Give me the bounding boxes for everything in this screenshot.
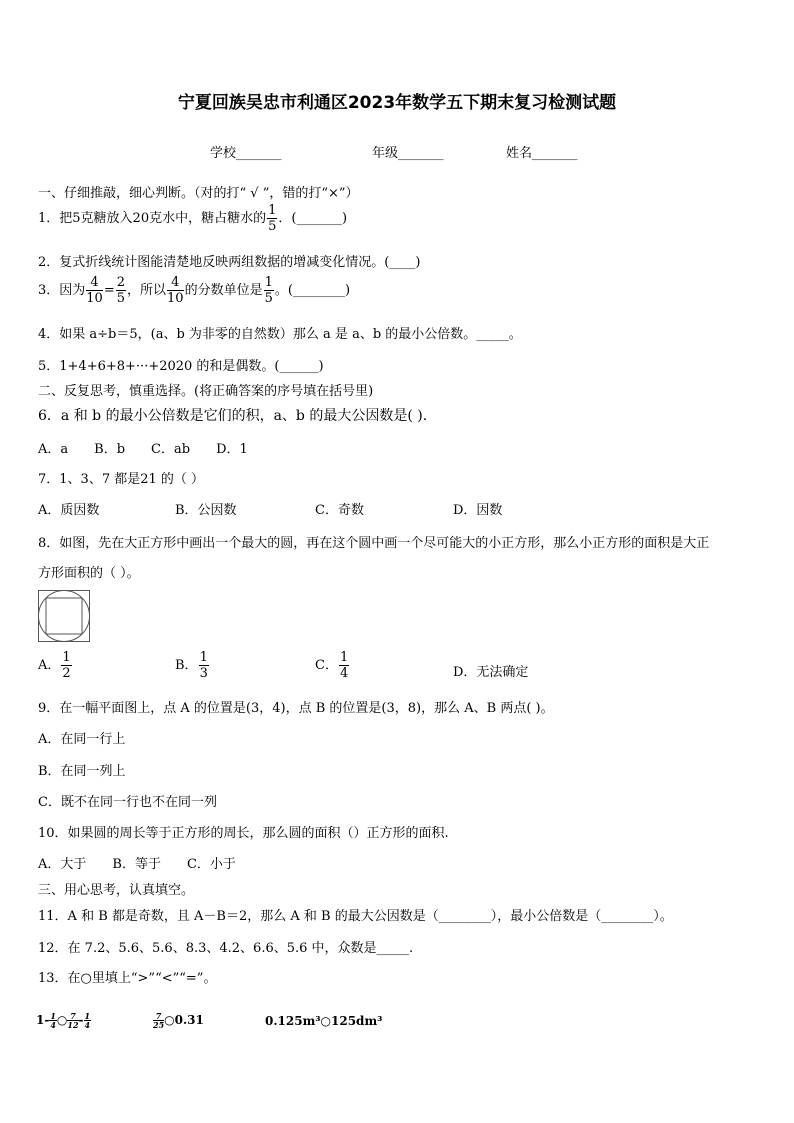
question-2: 2．复式折线统计图能清楚地反映两组数据的增减变化情况。(____) (38, 255, 421, 270)
question-1: 1．把5克糖放入20克水中，糖占糖水的 $\frac{1}{5}$ ．(_______) (38, 203, 348, 234)
question-13: 13．在○里填上“>”“<”“=”。 (38, 971, 217, 986)
question-7: 7．1、3、7 都是21 的（ ） (38, 472, 205, 487)
option-c: C．既不在同一行也不在同一列 (38, 795, 217, 810)
option-b: B．在同一列上 (38, 764, 126, 779)
question-4: 4．如果 a÷b＝5，(a、b 为非零的自然数）那么 a 是 a、b 的最小公倍数。_____。 (38, 327, 522, 342)
question-3: 3．因为 $\frac{4}{10}$ = $\frac{2}{5}$ ，所以 $\frac{4}{10}$ 的分数单位是 $\frac{1}{5}$ 。(________) (38, 275, 351, 306)
section-1-heading: 一、仔细推敲，细心判断。（对的打“ √ ”，错的打“×”） (38, 186, 359, 201)
option-a: A．大于 (38, 857, 87, 872)
question-5: 5．1+4+6+8+···+2020 的和是偶数。(______) (38, 359, 324, 374)
option-d: D．无法确定 (453, 665, 529, 680)
question-12: 12．在 7.2、5.6、5.6、8.3、4.2、6.6、5.6 中，众数是_____. (38, 941, 414, 956)
question-8-line-1: 8．如图，先在大正方形中画出一个最大的圆，再在这个圆中画一个尽可能大的小正方形，那么小正方形的面积是大正 (38, 536, 710, 551)
fraction: $\frac{1}{5}$ (268, 203, 277, 234)
question-9: 9．在一幅平面图上，点 A 的位置是(3，4)，点 B 的位置是(3，8)，那么 A、B 两点( )。 (38, 701, 554, 716)
question-10-options (38, 853, 236, 872)
name-field: 姓名_______ (506, 146, 578, 161)
option-c: C． $\frac{1}{4}$ (315, 650, 349, 681)
question-6-options (38, 438, 248, 457)
option-d: D．1 (216, 442, 248, 457)
option-d: D．因数 (453, 503, 503, 518)
option-b: B．公因数 (175, 503, 237, 518)
option-c: C．ab (151, 442, 191, 457)
question-10: 10．如果圆的周长等于正方形的周长，那么圆的面积（）正方形的面积. (38, 826, 449, 841)
section-3-heading: 三、用心思考，认真填空。 (38, 883, 195, 898)
question-6: 6．a 和 b 的最小公倍数是它们的积，a、b 的最大公因数是( ). (38, 408, 428, 424)
option-b: B．b (94, 442, 126, 457)
compare-expression-1: 1- $\frac{1}{4}$ ○ $\frac{7}{12}$ - $\frac{1}{4}$ (36, 1011, 91, 1030)
option-c: C．小于 (186, 857, 236, 872)
compare-circle[interactable]: ○ (56, 1013, 68, 1027)
question-8-line-2: 方形面积的（ ）。 (38, 566, 140, 581)
school-field: 学校_______ (210, 146, 282, 161)
option-a: A．a (38, 442, 69, 457)
option-b: B． $\frac{1}{3}$ (175, 650, 208, 681)
option-c: C．奇数 (315, 503, 364, 518)
grade-field: 年级_______ (372, 146, 444, 161)
square-circle-figure (38, 590, 90, 642)
option-a: A． $\frac{1}{2}$ (38, 650, 71, 681)
section-2-heading: 二、反复思考，慎重选择。(将正确答案的序号填在括号里) (38, 384, 374, 399)
compare-expression-2: $\frac{7}{25}$ ○0.31 (153, 1011, 204, 1030)
option-a: A．质因数 (38, 503, 100, 518)
compare-expression-3: 0.125m³○125dm³ (265, 1014, 383, 1028)
question-11: 11．A 和 B 都是奇数，且 A－B＝2，那么 A 和 B 的最大公因数是（________），最小公倍数是（________）。 (38, 909, 673, 924)
option-a: A．在同一行上 (38, 732, 126, 747)
option-b: B．等于 (112, 857, 161, 872)
page-title: 宁夏回族吴忠市利通区2023年数学五下期末复习检测试题 (177, 93, 617, 113)
